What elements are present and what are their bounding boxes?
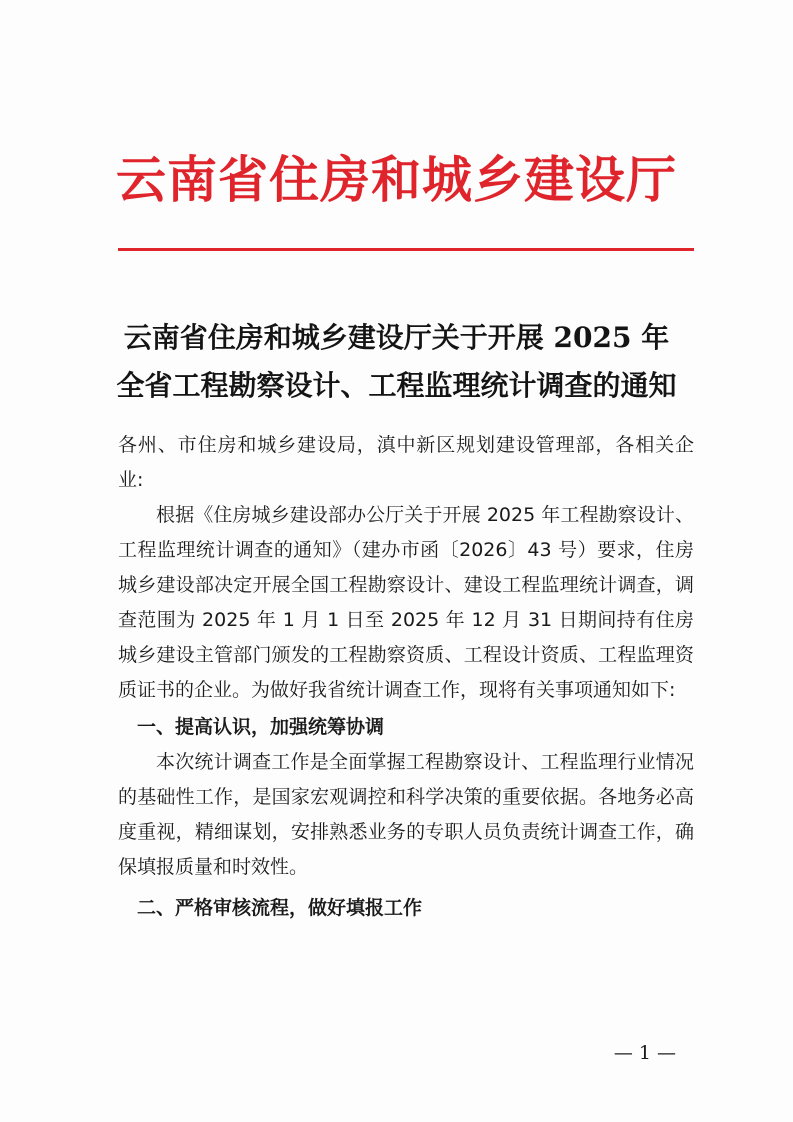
masthead-red-rule [118,248,694,251]
document-title [90,314,703,410]
section-2-heading: 二、严格审核流程，做好填报工作 [137,897,423,919]
section-1-body: 本次统计调查工作是全面掌握工程勘察设计、工程监理行业情况的基础性工作，是国家宏观调控和科学决策的重要依据。各地务必高度重视，精细谋划，安排熟悉业务的专职人员负责统计调查工作，确保填报质量和时效性。 [118,751,694,878]
page-number: — 1 — [613,1042,676,1064]
salutation: 各州、市住房和城乡建设局，滇中新区规划建设管理部，各相关企业: [118,434,694,491]
paragraph-intro: 根据《住房城乡建设部办公厅关于开展 2025 年工程勘察设计、工程监理统计调查的通知》（建办市函〔2026〕43 号）要求，住房城乡建设部决定开展全国工程勘察设计、建设工程监理统计调查，调查范围为 2025 年 1 月 1 日至 2025 年 12 月 31 日期间持有住房城乡建设主管部门颁发的工程勘察资质、工程设计资质、工程监理资质证书的企业。为做好我省统计调查工作，现将有关事项通知如下: [118,504,694,701]
document-title-line-1: 云南省住房和城乡建设厅关于开展 2025 年 [123,321,670,354]
masthead-agency-name: 云南省住房和城乡建设厅 [116,150,677,209]
document-body [118,428,694,926]
document-title-line-2: 全省工程勘察设计、工程监理统计调查的通知 [116,369,677,402]
section-1-heading: 一、提高认识，加强统筹协调 [137,716,385,738]
